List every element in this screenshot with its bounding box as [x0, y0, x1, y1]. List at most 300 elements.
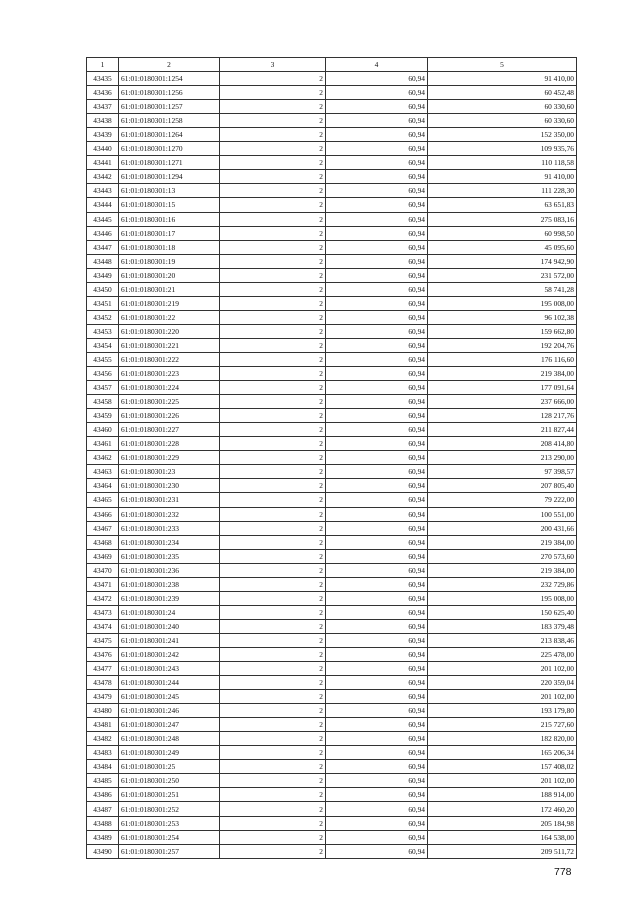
table-row	[87, 577, 577, 591]
table-row	[87, 774, 577, 788]
value-4-cell: 60,94	[326, 633, 428, 647]
table-row	[87, 507, 577, 521]
value-3-cell: 2	[220, 774, 326, 788]
table-row	[87, 310, 577, 324]
value-5-cell: 192 204,76	[428, 338, 577, 352]
value-5-cell: 96 102,38	[428, 310, 577, 324]
value-5-cell: 60 330,60	[428, 114, 577, 128]
value-4-cell: 60,94	[326, 72, 428, 86]
table-row	[87, 395, 577, 409]
row-number-cell: 43450	[87, 282, 119, 296]
row-number-cell: 43490	[87, 844, 119, 858]
value-4-cell: 60,94	[326, 493, 428, 507]
column-header-3: 3	[220, 58, 326, 72]
value-3-cell: 2	[220, 535, 326, 549]
value-3-cell: 2	[220, 577, 326, 591]
value-3-cell: 2	[220, 451, 326, 465]
value-4-cell: 60,94	[326, 816, 428, 830]
value-3-cell: 2	[220, 352, 326, 366]
table-row	[87, 437, 577, 451]
cadastral-number-cell: 61:01:0180301:1271	[119, 156, 220, 170]
value-5-cell: 58 741,28	[428, 282, 577, 296]
value-4-cell: 60,94	[326, 282, 428, 296]
cadastral-number-cell: 61:01:0180301:22	[119, 310, 220, 324]
row-number-cell: 43480	[87, 704, 119, 718]
value-4-cell: 60,94	[326, 423, 428, 437]
value-5-cell: 201 102,00	[428, 774, 577, 788]
value-4-cell: 60,94	[326, 324, 428, 338]
cadastral-number-cell: 61:01:0180301:243	[119, 662, 220, 676]
table-row	[87, 479, 577, 493]
value-4-cell: 60,94	[326, 549, 428, 563]
value-3-cell: 2	[220, 310, 326, 324]
cadastral-number-cell: 61:01:0180301:227	[119, 423, 220, 437]
value-3-cell: 2	[220, 338, 326, 352]
table-row	[87, 156, 577, 170]
value-3-cell: 2	[220, 240, 326, 254]
table-row	[87, 324, 577, 338]
value-4-cell: 60,94	[326, 760, 428, 774]
value-4-cell: 60,94	[326, 128, 428, 142]
value-4-cell: 60,94	[326, 338, 428, 352]
row-number-cell: 43489	[87, 830, 119, 844]
value-3-cell: 2	[220, 802, 326, 816]
value-4-cell: 60,94	[326, 114, 428, 128]
value-5-cell: 270 573,60	[428, 549, 577, 563]
cadastral-number-cell: 61:01:0180301:230	[119, 479, 220, 493]
value-3-cell: 2	[220, 647, 326, 661]
cadastral-number-cell: 61:01:0180301:23	[119, 465, 220, 479]
value-5-cell: 91 410,00	[428, 170, 577, 184]
value-3-cell: 2	[220, 395, 326, 409]
cadastral-number-cell: 61:01:0180301:1256	[119, 86, 220, 100]
value-3-cell: 2	[220, 704, 326, 718]
value-5-cell: 211 827,44	[428, 423, 577, 437]
row-number-cell: 43461	[87, 437, 119, 451]
row-number-cell: 43463	[87, 465, 119, 479]
value-5-cell: 60 452,48	[428, 86, 577, 100]
cadastral-number-cell: 61:01:0180301:239	[119, 591, 220, 605]
value-3-cell: 2	[220, 367, 326, 381]
cadastral-number-cell: 61:01:0180301:221	[119, 338, 220, 352]
row-number-cell: 43469	[87, 549, 119, 563]
cadastral-number-cell: 61:01:0180301:251	[119, 788, 220, 802]
cadastral-table	[86, 57, 577, 859]
table-row	[87, 381, 577, 395]
row-number-cell: 43467	[87, 521, 119, 535]
row-number-cell: 43446	[87, 226, 119, 240]
cadastral-number-cell: 61:01:0180301:219	[119, 296, 220, 310]
cadastral-number-cell: 61:01:0180301:247	[119, 718, 220, 732]
value-4-cell: 60,94	[326, 254, 428, 268]
table-row	[87, 296, 577, 310]
column-header-5: 5	[428, 58, 577, 72]
value-4-cell: 60,94	[326, 86, 428, 100]
row-number-cell: 43454	[87, 338, 119, 352]
cadastral-number-cell: 61:01:0180301:223	[119, 367, 220, 381]
value-5-cell: 172 460,20	[428, 802, 577, 816]
cadastral-number-cell: 61:01:0180301:18	[119, 240, 220, 254]
table-row	[87, 746, 577, 760]
cadastral-number-cell: 61:01:0180301:254	[119, 830, 220, 844]
value-5-cell: 100 551,00	[428, 507, 577, 521]
row-number-cell: 43473	[87, 605, 119, 619]
page-number: 778	[554, 866, 572, 878]
value-3-cell: 2	[220, 718, 326, 732]
value-5-cell: 128 217,76	[428, 409, 577, 423]
table-row	[87, 647, 577, 661]
value-3-cell: 2	[220, 676, 326, 690]
value-4-cell: 60,94	[326, 788, 428, 802]
cadastral-number-cell: 61:01:0180301:235	[119, 549, 220, 563]
value-5-cell: 193 179,80	[428, 704, 577, 718]
row-number-cell: 43488	[87, 816, 119, 830]
value-5-cell: 231 572,00	[428, 268, 577, 282]
value-4-cell: 60,94	[326, 619, 428, 633]
cadastral-number-cell: 61:01:0180301:224	[119, 381, 220, 395]
value-4-cell: 60,94	[326, 746, 428, 760]
row-number-cell: 43445	[87, 212, 119, 226]
row-number-cell: 43453	[87, 324, 119, 338]
table-row	[87, 662, 577, 676]
cadastral-number-cell: 61:01:0180301:252	[119, 802, 220, 816]
value-4-cell: 60,94	[326, 395, 428, 409]
row-number-cell: 43486	[87, 788, 119, 802]
cadastral-number-cell: 61:01:0180301:250	[119, 774, 220, 788]
value-5-cell: 188 914,00	[428, 788, 577, 802]
cadastral-number-cell: 61:01:0180301:231	[119, 493, 220, 507]
table-row	[87, 198, 577, 212]
value-4-cell: 60,94	[326, 774, 428, 788]
cadastral-number-cell: 61:01:0180301:229	[119, 451, 220, 465]
value-3-cell: 2	[220, 662, 326, 676]
value-5-cell: 60 330,60	[428, 100, 577, 114]
cadastral-number-cell: 61:01:0180301:236	[119, 563, 220, 577]
value-5-cell: 219 384,00	[428, 535, 577, 549]
value-4-cell: 60,94	[326, 142, 428, 156]
value-5-cell: 176 116,60	[428, 352, 577, 366]
cadastral-number-cell: 61:01:0180301:16	[119, 212, 220, 226]
value-4-cell: 60,94	[326, 296, 428, 310]
row-number-cell: 43457	[87, 381, 119, 395]
table-row	[87, 633, 577, 647]
value-4-cell: 60,94	[326, 226, 428, 240]
value-3-cell: 2	[220, 184, 326, 198]
row-number-cell: 43485	[87, 774, 119, 788]
value-3-cell: 2	[220, 142, 326, 156]
table-row	[87, 451, 577, 465]
cadastral-number-cell: 61:01:0180301:232	[119, 507, 220, 521]
table-body	[87, 72, 577, 859]
value-4-cell: 60,94	[326, 647, 428, 661]
value-3-cell: 2	[220, 282, 326, 296]
table-row	[87, 844, 577, 858]
column-header-4: 4	[326, 58, 428, 72]
cadastral-number-cell: 61:01:0180301:220	[119, 324, 220, 338]
value-3-cell: 2	[220, 619, 326, 633]
cadastral-number-cell: 61:01:0180301:249	[119, 746, 220, 760]
row-number-cell: 43455	[87, 352, 119, 366]
cadastral-number-cell: 61:01:0180301:244	[119, 676, 220, 690]
row-number-cell: 43484	[87, 760, 119, 774]
row-number-cell: 43482	[87, 732, 119, 746]
row-number-cell: 43471	[87, 577, 119, 591]
value-3-cell: 2	[220, 479, 326, 493]
value-5-cell: 200 431,66	[428, 521, 577, 535]
value-5-cell: 225 478,00	[428, 647, 577, 661]
value-3-cell: 2	[220, 324, 326, 338]
value-5-cell: 220 359,04	[428, 676, 577, 690]
value-5-cell: 174 942,90	[428, 254, 577, 268]
value-5-cell: 195 008,00	[428, 296, 577, 310]
value-5-cell: 213 290,00	[428, 451, 577, 465]
value-5-cell: 213 838,46	[428, 633, 577, 647]
row-number-cell: 43462	[87, 451, 119, 465]
value-5-cell: 207 805,40	[428, 479, 577, 493]
row-number-cell: 43442	[87, 170, 119, 184]
cadastral-number-cell: 61:01:0180301:246	[119, 704, 220, 718]
column-header-1: 1	[87, 58, 119, 72]
value-3-cell: 2	[220, 100, 326, 114]
value-4-cell: 60,94	[326, 690, 428, 704]
value-5-cell: 150 625,40	[428, 605, 577, 619]
cadastral-number-cell: 61:01:0180301:257	[119, 844, 220, 858]
cadastral-number-cell: 61:01:0180301:240	[119, 619, 220, 633]
table-row	[87, 718, 577, 732]
table-row	[87, 605, 577, 619]
row-number-cell: 43475	[87, 633, 119, 647]
value-5-cell: 219 384,00	[428, 367, 577, 381]
value-4-cell: 60,94	[326, 521, 428, 535]
cadastral-number-cell: 61:01:0180301:248	[119, 732, 220, 746]
table-row	[87, 338, 577, 352]
value-5-cell: 219 384,00	[428, 563, 577, 577]
value-4-cell: 60,94	[326, 844, 428, 858]
value-3-cell: 2	[220, 409, 326, 423]
value-5-cell: 183 379,48	[428, 619, 577, 633]
value-3-cell: 2	[220, 86, 326, 100]
value-4-cell: 60,94	[326, 268, 428, 282]
row-number-cell: 43487	[87, 802, 119, 816]
cadastral-number-cell: 61:01:0180301:17	[119, 226, 220, 240]
table-row	[87, 465, 577, 479]
value-4-cell: 60,94	[326, 465, 428, 479]
value-4-cell: 60,94	[326, 535, 428, 549]
table-row	[87, 367, 577, 381]
value-3-cell: 2	[220, 760, 326, 774]
value-3-cell: 2	[220, 296, 326, 310]
value-3-cell: 2	[220, 465, 326, 479]
row-number-cell: 43438	[87, 114, 119, 128]
value-4-cell: 60,94	[326, 451, 428, 465]
cadastral-number-cell: 61:01:0180301:238	[119, 577, 220, 591]
value-3-cell: 2	[220, 212, 326, 226]
column-header-2: 2	[119, 58, 220, 72]
value-3-cell: 2	[220, 128, 326, 142]
value-4-cell: 60,94	[326, 605, 428, 619]
value-3-cell: 2	[220, 746, 326, 760]
value-3-cell: 2	[220, 198, 326, 212]
value-3-cell: 2	[220, 268, 326, 282]
value-4-cell: 60,94	[326, 507, 428, 521]
table-row	[87, 128, 577, 142]
row-number-cell: 43458	[87, 395, 119, 409]
value-4-cell: 60,94	[326, 198, 428, 212]
row-number-cell: 43449	[87, 268, 119, 282]
value-5-cell: 205 184,98	[428, 816, 577, 830]
value-4-cell: 60,94	[326, 240, 428, 254]
table-row	[87, 142, 577, 156]
cadastral-number-cell: 61:01:0180301:1264	[119, 128, 220, 142]
row-number-cell: 43436	[87, 86, 119, 100]
table-row	[87, 423, 577, 437]
value-5-cell: 157 408,02	[428, 760, 577, 774]
table-row	[87, 816, 577, 830]
cadastral-number-cell: 61:01:0180301:234	[119, 535, 220, 549]
value-5-cell: 201 102,00	[428, 662, 577, 676]
value-5-cell: 110 118,58	[428, 156, 577, 170]
cadastral-number-cell: 61:01:0180301:241	[119, 633, 220, 647]
table-row	[87, 100, 577, 114]
cadastral-number-cell: 61:01:0180301:225	[119, 395, 220, 409]
row-number-cell: 43444	[87, 198, 119, 212]
table-row	[87, 704, 577, 718]
table-row	[87, 86, 577, 100]
value-5-cell: 91 410,00	[428, 72, 577, 86]
value-4-cell: 60,94	[326, 437, 428, 451]
value-3-cell: 2	[220, 788, 326, 802]
table-row	[87, 788, 577, 802]
value-5-cell: 109 935,76	[428, 142, 577, 156]
value-3-cell: 2	[220, 690, 326, 704]
value-4-cell: 60,94	[326, 830, 428, 844]
value-3-cell: 2	[220, 381, 326, 395]
cadastral-number-cell: 61:01:0180301:15	[119, 198, 220, 212]
value-5-cell: 97 398,57	[428, 465, 577, 479]
value-5-cell: 177 091,64	[428, 381, 577, 395]
cadastral-number-cell: 61:01:0180301:25	[119, 760, 220, 774]
table-row	[87, 760, 577, 774]
value-5-cell: 45 095,60	[428, 240, 577, 254]
value-5-cell: 237 666,00	[428, 395, 577, 409]
value-4-cell: 60,94	[326, 100, 428, 114]
value-4-cell: 60,94	[326, 212, 428, 226]
table-row	[87, 563, 577, 577]
row-number-cell: 43448	[87, 254, 119, 268]
row-number-cell: 43478	[87, 676, 119, 690]
value-5-cell: 159 662,80	[428, 324, 577, 338]
value-4-cell: 60,94	[326, 802, 428, 816]
row-number-cell: 43483	[87, 746, 119, 760]
value-3-cell: 2	[220, 226, 326, 240]
table-row	[87, 72, 577, 86]
cadastral-number-cell: 61:01:0180301:226	[119, 409, 220, 423]
table-row	[87, 802, 577, 816]
row-number-cell: 43441	[87, 156, 119, 170]
value-3-cell: 2	[220, 254, 326, 268]
value-5-cell: 201 102,00	[428, 690, 577, 704]
value-3-cell: 2	[220, 633, 326, 647]
value-3-cell: 2	[220, 156, 326, 170]
value-3-cell: 2	[220, 170, 326, 184]
cadastral-number-cell: 61:01:0180301:24	[119, 605, 220, 619]
value-5-cell: 79 222,00	[428, 493, 577, 507]
value-5-cell: 111 228,30	[428, 184, 577, 198]
row-number-cell: 43440	[87, 142, 119, 156]
row-number-cell: 43479	[87, 690, 119, 704]
table-row	[87, 226, 577, 240]
row-number-cell: 43437	[87, 100, 119, 114]
table-row	[87, 676, 577, 690]
value-3-cell: 2	[220, 437, 326, 451]
row-number-cell: 43477	[87, 662, 119, 676]
cadastral-number-cell: 61:01:0180301:20	[119, 268, 220, 282]
row-number-cell: 43447	[87, 240, 119, 254]
cadastral-number-cell: 61:01:0180301:1257	[119, 100, 220, 114]
row-number-cell: 43470	[87, 563, 119, 577]
value-5-cell: 195 008,00	[428, 591, 577, 605]
value-4-cell: 60,94	[326, 591, 428, 605]
table-row	[87, 591, 577, 605]
cadastral-number-cell: 61:01:0180301:1294	[119, 170, 220, 184]
value-4-cell: 60,94	[326, 662, 428, 676]
row-number-cell: 43459	[87, 409, 119, 423]
table-row	[87, 830, 577, 844]
value-4-cell: 60,94	[326, 479, 428, 493]
value-3-cell: 2	[220, 591, 326, 605]
value-3-cell: 2	[220, 72, 326, 86]
value-3-cell: 2	[220, 844, 326, 858]
row-number-cell: 43465	[87, 493, 119, 507]
header-row	[87, 58, 577, 72]
value-5-cell: 60 998,50	[428, 226, 577, 240]
row-number-cell: 43474	[87, 619, 119, 633]
value-3-cell: 2	[220, 816, 326, 830]
value-4-cell: 60,94	[326, 676, 428, 690]
value-5-cell: 182 820,00	[428, 732, 577, 746]
value-3-cell: 2	[220, 114, 326, 128]
table-row	[87, 619, 577, 633]
value-4-cell: 60,94	[326, 352, 428, 366]
table-row	[87, 521, 577, 535]
value-4-cell: 60,94	[326, 310, 428, 324]
table-row	[87, 212, 577, 226]
value-3-cell: 2	[220, 605, 326, 619]
value-5-cell: 63 651,83	[428, 198, 577, 212]
cadastral-number-cell: 61:01:0180301:233	[119, 521, 220, 535]
value-4-cell: 60,94	[326, 718, 428, 732]
value-4-cell: 60,94	[326, 367, 428, 381]
table-row	[87, 732, 577, 746]
value-4-cell: 60,94	[326, 184, 428, 198]
row-number-cell: 43472	[87, 591, 119, 605]
row-number-cell: 43439	[87, 128, 119, 142]
cadastral-number-cell: 61:01:0180301:21	[119, 282, 220, 296]
value-3-cell: 2	[220, 493, 326, 507]
value-3-cell: 2	[220, 732, 326, 746]
value-5-cell: 232 729,86	[428, 577, 577, 591]
value-3-cell: 2	[220, 507, 326, 521]
table-row	[87, 535, 577, 549]
cadastral-number-cell: 61:01:0180301:1254	[119, 72, 220, 86]
cadastral-number-cell: 61:01:0180301:19	[119, 254, 220, 268]
value-4-cell: 60,94	[326, 381, 428, 395]
row-number-cell: 43466	[87, 507, 119, 521]
value-5-cell: 164 538,00	[428, 830, 577, 844]
table-row	[87, 352, 577, 366]
value-4-cell: 60,94	[326, 732, 428, 746]
cadastral-number-cell: 61:01:0180301:1258	[119, 114, 220, 128]
